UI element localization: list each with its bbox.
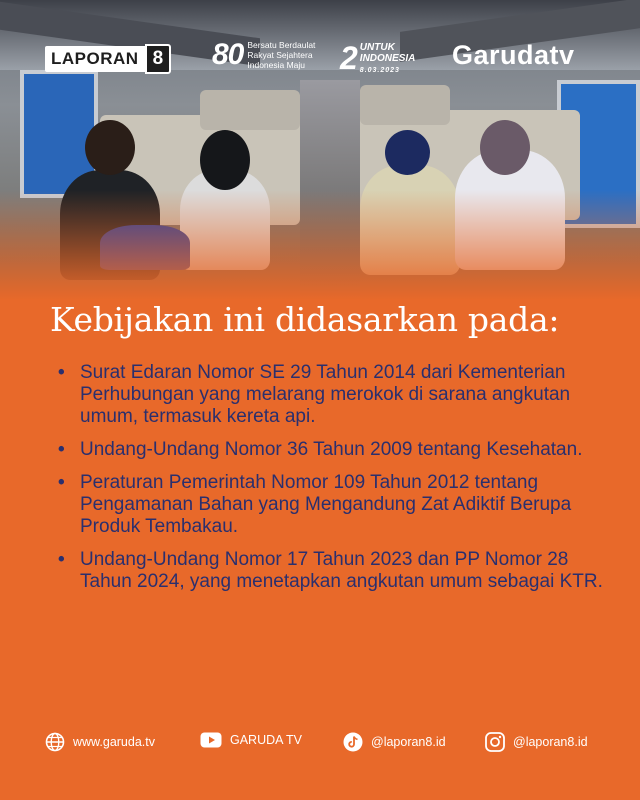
page-title: Kebijakan ini didasarkan pada: <box>50 300 560 339</box>
globe-icon <box>45 732 65 752</box>
list-item-text: Undang-Undang Nomor 36 Tahun 2009 tentang Kesehatan. <box>80 439 583 460</box>
list-item <box>58 549 618 593</box>
bullet: • <box>58 549 65 570</box>
logo-80-number: 80 <box>212 38 244 71</box>
logo-2-date: 8.03.2023 <box>359 66 400 74</box>
instagram-label: @laporan8.id <box>513 735 588 749</box>
laporan8-logo-text: LAPORAN <box>45 46 145 72</box>
laporan8-logo-number: 8 <box>145 44 172 74</box>
garudatv-logo: Garudatv <box>452 40 575 70</box>
list-item-text: Surat Edaran Nomor SE 29 Tahun 2014 dari Kementerian Perhubungan yang melarang merokok di sarana angkutan umum, termasuk kereta api. <box>80 362 571 427</box>
logo-2-line2: INDONESIA <box>359 52 416 64</box>
policy-list <box>58 362 618 604</box>
hut-ri-80-logo <box>212 38 317 72</box>
footer-website[interactable] <box>45 732 155 752</box>
list-item <box>58 472 618 538</box>
tiktok-icon <box>343 732 363 752</box>
footer-youtube[interactable] <box>200 732 302 748</box>
list-item <box>58 362 618 428</box>
list-item-text: Undang-Undang Nomor 17 Tahun 2023 dan PP Nomor 28 Tahun 2024, yang menetapkan angkutan umum sebagai KTR. <box>80 549 603 592</box>
footer-tiktok[interactable] <box>343 732 446 752</box>
tiktok-label: @laporan8.id <box>371 735 446 749</box>
social-footer <box>45 732 605 756</box>
laporan8-logo <box>45 45 171 73</box>
bullet: • <box>58 439 65 460</box>
instagram-icon <box>485 732 505 752</box>
list-item <box>58 439 618 461</box>
logo-2-line1: UNTUK <box>359 41 395 53</box>
bullet: • <box>58 472 65 493</box>
untuk-indonesia-logo <box>340 40 415 77</box>
website-label: www.garuda.tv <box>73 735 155 749</box>
youtube-icon <box>200 732 222 748</box>
logo-2-number: 2 <box>340 40 358 76</box>
youtube-label: GARUDA TV <box>230 733 303 747</box>
logo-80-tagline: Bersatu Berdaulat Rakyat Sejahtera Indonesia Maju <box>247 40 316 70</box>
list-item-text: Peraturan Pemerintah Nomor 109 Tahun 2012 tentang Pengamanan Bahan yang Mengandung Zat Adiktif Berupa Produk Tembakau. <box>80 472 572 537</box>
bullet: • <box>58 362 65 383</box>
footer-instagram[interactable] <box>485 732 588 752</box>
